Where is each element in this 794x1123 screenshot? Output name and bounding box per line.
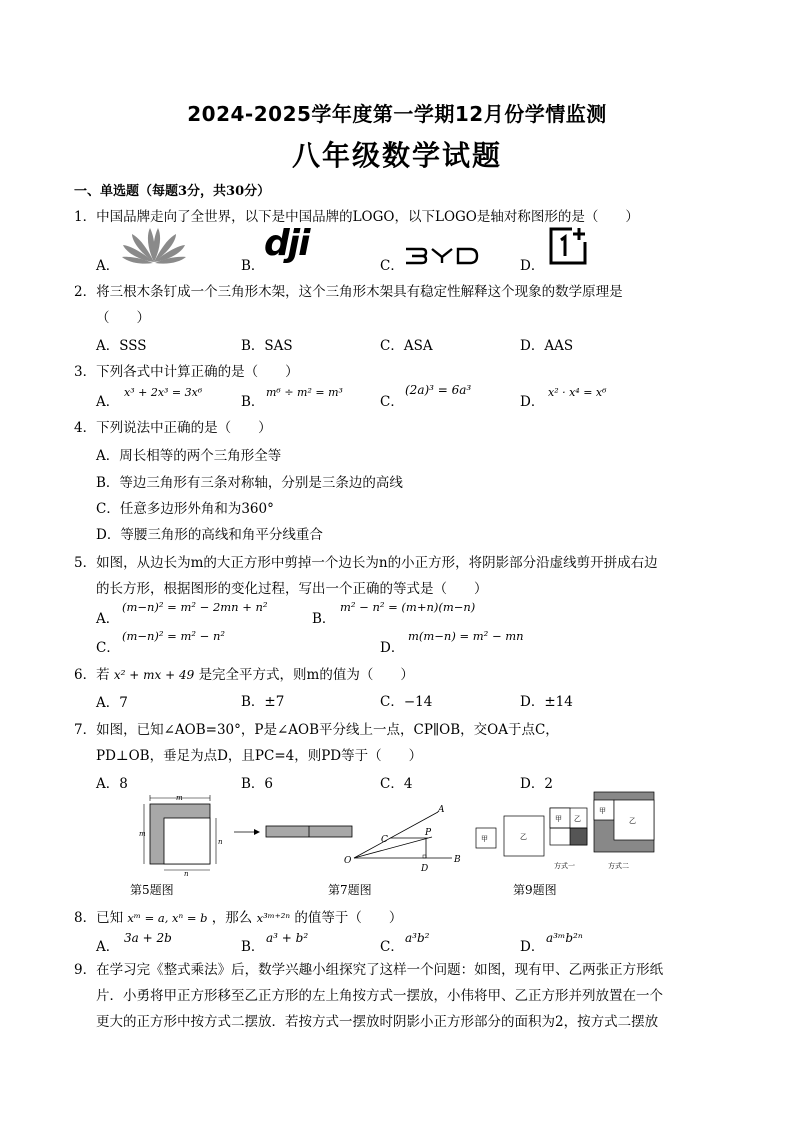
q7-label-P: P bbox=[425, 828, 432, 838]
q7-option-b: B．6 bbox=[241, 776, 274, 792]
q8-option-a: A． bbox=[96, 939, 120, 955]
q5-expr-a: (m−n)² = m² − 2mn + n² bbox=[122, 600, 268, 614]
q3-option-c: C． bbox=[380, 394, 404, 410]
q1-option-c: C． bbox=[380, 258, 404, 274]
q1-stem: 1．中国品牌走向了全世界，以下是中国品牌的LOGO，以下LOGO是轴对称图形的是（ ） bbox=[74, 209, 639, 225]
q8-option-b: B． bbox=[241, 939, 265, 955]
svg-text:乙: 乙 bbox=[574, 815, 581, 823]
svg-text:乙: 乙 bbox=[629, 817, 636, 825]
q8-stem bbox=[74, 906, 402, 926]
dji-logo: dji bbox=[264, 223, 309, 264]
exam-subtitle: 八年级数学试题 bbox=[291, 139, 502, 172]
q3-expr-d: x² · x⁴ = x⁶ bbox=[548, 386, 607, 399]
q6-option-c: C．−14 bbox=[380, 694, 433, 710]
q6-stem-start: 6．若 bbox=[74, 667, 110, 683]
q8-stem-end: 的值等于（ ） bbox=[294, 910, 403, 926]
q4-option-c: C．任意多边形外角和为360° bbox=[96, 501, 274, 517]
q9-way-two bbox=[594, 792, 654, 852]
q6-option-b: B．±7 bbox=[241, 694, 285, 710]
figure-q5 bbox=[136, 794, 356, 876]
q3-expr-c: (2a)³ = 6a³ bbox=[405, 383, 472, 397]
q2-option-c: C．ASA bbox=[380, 338, 433, 354]
q5-stem-line2: 的长方形，根据图形的变化过程，写出一个正确的等式是（ ） bbox=[96, 581, 488, 597]
q5-arrow bbox=[234, 829, 260, 835]
q8-expr-a: 3a + 2b bbox=[124, 931, 172, 945]
q3-expr-b: m⁶ ÷ m² = m³ bbox=[266, 386, 343, 399]
q9-caption-way1: 方式一 bbox=[554, 862, 575, 870]
q6-option-a: A．7 bbox=[96, 695, 128, 711]
q7-label-C: C bbox=[381, 835, 388, 845]
caption-fig9: 第9题图 bbox=[513, 883, 557, 897]
svg-text:甲: 甲 bbox=[555, 815, 562, 823]
svg-text:乙: 乙 bbox=[520, 833, 527, 841]
q2-option-a: A．SSS bbox=[96, 338, 147, 354]
q3-option-d: D． bbox=[520, 394, 545, 410]
q7-label-O: O bbox=[344, 856, 352, 866]
q8-expr-c: a³b² bbox=[405, 931, 430, 945]
svg-text:甲: 甲 bbox=[599, 807, 606, 815]
oneplus-logo bbox=[548, 226, 588, 266]
q1-option-b: B． bbox=[241, 258, 265, 274]
q9-way-one bbox=[550, 808, 587, 845]
q9-square-jia bbox=[476, 828, 496, 848]
q5-label-m-left: m bbox=[139, 830, 146, 838]
q1-option-a: A． bbox=[96, 258, 120, 274]
figure-q7 bbox=[340, 800, 470, 872]
q5-label-n-bottom: n bbox=[184, 870, 189, 876]
q5-stem-line1: 5．如图，从边长为m的大正方形中剪掉一个边长为n的小正方形，将阴影部分沿虚线剪开拼成右边 bbox=[74, 555, 658, 571]
q8-expr-target: x³ᵐ⁺²ⁿ bbox=[256, 911, 291, 925]
exam-title: 2024-2025学年度第一学期12月份学情监测 bbox=[187, 102, 607, 126]
q4-stem: 4．下列说法中正确的是（ ） bbox=[74, 420, 272, 436]
q5-option-b: B． bbox=[312, 611, 336, 627]
byd-logo bbox=[404, 247, 480, 265]
q2-stem: 2．将三根木条钉成一个三角形木架，这个三角形木架具有稳定性解释这个现象的数学原理是 bbox=[74, 284, 623, 300]
q5-expr-c: (m−n)² = m² − n² bbox=[122, 629, 225, 643]
q8-option-d: D． bbox=[520, 939, 545, 955]
huawei-logo bbox=[120, 224, 188, 264]
section-heading: 一、单选题（每题3分，共30分） bbox=[74, 184, 271, 199]
q7-label-B: B bbox=[454, 855, 461, 865]
q2-paren: （ ） bbox=[96, 310, 150, 326]
q9-caption-way2: 方式二 bbox=[608, 862, 629, 870]
q5-option-a: A． bbox=[96, 611, 120, 627]
q8-stem-start: 8．已知 bbox=[74, 910, 124, 926]
q9-square-yi bbox=[504, 816, 544, 856]
q7-stem-line1: 7．如图，已知∠AOB=30°，P是∠AOB平分线上一点，CP∥OB，交OA于点C， bbox=[74, 722, 559, 738]
q7-label-D: D bbox=[421, 864, 429, 872]
caption-fig5: 第5题图 bbox=[130, 883, 174, 897]
q8-option-c: C． bbox=[380, 939, 404, 955]
q9-line1: 9．在学习完《整式乘法》后，数学兴趣小组探究了这样一个问题：如图，现有甲、乙两张正方形纸 bbox=[74, 962, 664, 978]
q3-option-a: A． bbox=[96, 394, 120, 410]
q2-option-b: B．SAS bbox=[241, 338, 293, 354]
q3-expr-a: x³ + 2x³ = 3x⁶ bbox=[124, 386, 203, 399]
q7-option-a: A．8 bbox=[96, 776, 128, 792]
q8-expr-given: xᵐ = a, xⁿ = b bbox=[127, 911, 208, 925]
q5-label-n-right: n bbox=[218, 838, 223, 846]
svg-text:甲: 甲 bbox=[481, 835, 488, 843]
q1-option-d: D． bbox=[520, 258, 545, 274]
q5-expr-d: m(m−n) = m² − mn bbox=[408, 629, 524, 643]
q9-line3: 更大的正方形中按方式二摆放．若按方式一摆放时阴影小正方形部分的面积为2，按方式二摆放 bbox=[96, 1014, 659, 1030]
q6-stem-end: 是完全平方式，则m的值为（ ） bbox=[198, 667, 414, 683]
q6-option-d: D．±14 bbox=[520, 694, 573, 710]
q5-big-square bbox=[150, 804, 210, 864]
q8-expr-b: a³ + b² bbox=[266, 931, 309, 945]
q7-option-c: C．4 bbox=[380, 776, 413, 792]
q3-option-b: B． bbox=[241, 394, 265, 410]
q8-expr-d: a³ᵐb²ⁿ bbox=[546, 931, 583, 945]
q5-label-m-top: m bbox=[176, 794, 183, 802]
q7-label-A: A bbox=[438, 805, 445, 815]
q5-option-c: C． bbox=[96, 640, 120, 656]
figure-q9 bbox=[470, 790, 660, 876]
q2-option-d: D．AAS bbox=[520, 338, 574, 354]
q5-expr-b: m² − n² = (m+n)(m−n) bbox=[340, 600, 476, 614]
q8-stem-mid: ，那么 bbox=[211, 910, 253, 926]
q9-line2: 片．小勇将甲正方形移至乙正方形的左上角按方式一摆放，小伟将甲、乙正方形并列放置在一个 bbox=[96, 988, 663, 1004]
caption-fig7: 第7题图 bbox=[328, 883, 372, 897]
q7-option-d: D．2 bbox=[520, 776, 553, 792]
q4-option-a: A．周长相等的两个三角形全等 bbox=[96, 448, 282, 464]
q5-option-d: D． bbox=[380, 640, 405, 656]
q3-stem: 3．下列各式中计算正确的是（ ） bbox=[74, 364, 299, 380]
q6-stem bbox=[74, 663, 414, 683]
q4-option-b: B．等边三角形有三条对称轴，分别是三条边的高线 bbox=[96, 475, 403, 491]
q4-option-d: D．等腰三角形的高线和角平分线重合 bbox=[96, 527, 323, 543]
q6-expr: x² + mx + 49 bbox=[113, 668, 195, 682]
q7-stem-line2: PD⊥OB，垂足为点D，且PC=4，则PD等于（ ） bbox=[96, 748, 423, 764]
